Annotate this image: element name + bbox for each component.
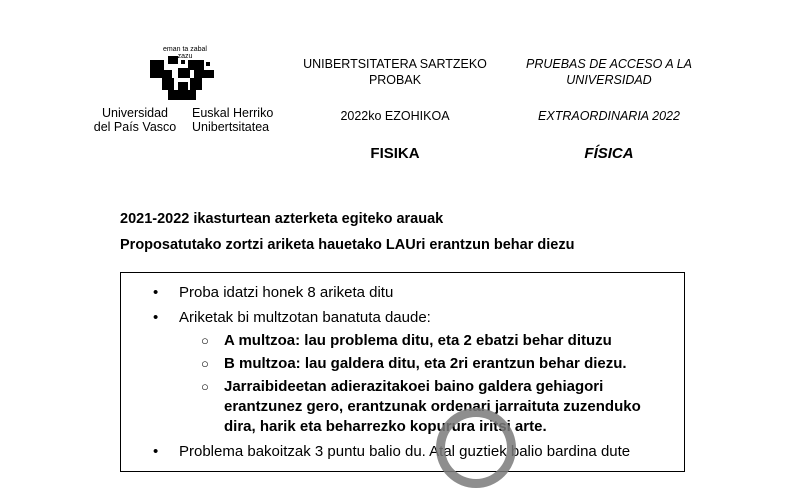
sub-list-item: ○ B multzoa: lau galdera ditu, eta 2ri erantzun behar diezu. xyxy=(201,355,627,372)
university-logo xyxy=(78,44,288,139)
exam-date-eu: 2022ko EZOHIKOA xyxy=(340,109,450,123)
subject-eu: FISIKA xyxy=(370,145,420,162)
rules-title: 2021-2022 ikasturtean azterketa egiteko arauak xyxy=(120,211,444,227)
exam-date-es: EXTRAORDINARIA 2022 xyxy=(538,109,680,123)
exam-title-es: PRUEBAS DE ACCESO A LA UNIVERSIDAD xyxy=(525,57,693,87)
sub-list-item: ○ Jarraibideetan adierazitakoei baino galdera gehiagori erantzunez gero, erantzunak ordenari jarraituta zuzenduko dira, harik eta beharrezko kopurura iritsi arte. xyxy=(201,378,641,435)
header-spanish xyxy=(504,56,714,162)
bullet-icon: • xyxy=(153,309,159,326)
upv-emblem-icon xyxy=(148,54,216,102)
instructions-box xyxy=(120,272,685,472)
circle-bullet-icon: ○ xyxy=(201,379,209,394)
list-item: • Proba idatzi honek 8 ariketa ditu xyxy=(151,281,674,304)
university-name-es: Universidad del País Vasco xyxy=(93,106,177,134)
exam-title-eu: UNIBERTSITATERA SARTZEKO PROBAK xyxy=(303,57,487,87)
bullet-icon: • xyxy=(153,284,159,301)
list-item: • Ariketak bi multzotan banatuta daude: xyxy=(151,306,674,329)
exam-rules xyxy=(120,206,574,258)
sub-list-item: ○ A multzoa: lau problema ditu, eta 2 ebatzi behar dituzu xyxy=(201,332,612,349)
circle-bullet-icon: ○ xyxy=(201,356,209,371)
instructions-list xyxy=(151,281,674,463)
circle-bullet-icon: ○ xyxy=(201,333,209,348)
loading-spinner-icon xyxy=(436,408,516,488)
rules-instruction: Proposatutako zortzi ariketa hauetako LAUri erantzun behar diezu xyxy=(120,237,575,253)
logo-motto: eman ta zabal zazu xyxy=(163,46,207,60)
list-item: • Problema bakoitzak 3 puntu balio du. Atal guztiek balio bardina dute xyxy=(151,440,674,463)
university-name-eu: Euskal Herriko Unibertsitatea xyxy=(192,106,274,134)
bullet-icon: • xyxy=(153,443,159,460)
subject-es: FÍSICA xyxy=(584,145,634,162)
header-basque xyxy=(290,56,500,162)
